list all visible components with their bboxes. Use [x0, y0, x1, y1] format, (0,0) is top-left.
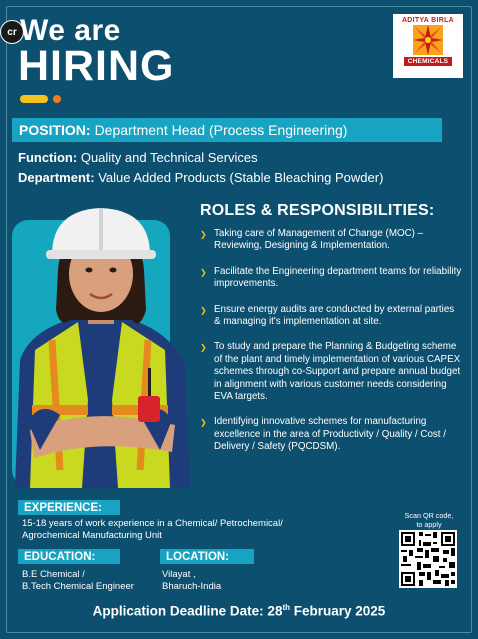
chevron-right-icon: ❯ [200, 305, 207, 315]
department-line [18, 170, 383, 185]
qr-caption [390, 511, 468, 529]
position-value: Department Head (Process Engineering) [94, 122, 348, 138]
education-line-1: B.E Chemical / [22, 569, 85, 580]
department-label: Department: [18, 170, 95, 185]
department-value: Value Added Products (Stable Bleaching Powder) [98, 170, 384, 185]
role-item [200, 228, 462, 253]
roles-list [200, 228, 462, 467]
location-line-2: Bharuch-India [162, 581, 222, 592]
yellow-pill-decoration [20, 95, 48, 103]
experience-line-1: 15-18 years of work experience in a Chemical/ Petrochemical/ [22, 518, 283, 529]
experience-text [22, 518, 283, 542]
location-label: LOCATION: [160, 549, 254, 564]
chevron-right-icon: ❯ [200, 230, 207, 239]
education-label: EDUCATION: [18, 549, 120, 564]
role-text: To study and prepare the Planning & Budgeting scheme of the plant and timely implementation of various CAPEX schemes through co-Support and prepare annual budget in alignment with various customer needs considering EVA targets. [214, 341, 461, 403]
sunburst-logo-icon [411, 24, 445, 56]
chevron-right-icon: ❯ [200, 267, 207, 277]
position-label: POSITION: [19, 122, 91, 138]
location-line-1: Vilayat , [162, 569, 196, 580]
logo-top-text: ADITYA BIRLA [401, 17, 455, 24]
chevron-right-icon: ❯ [200, 418, 207, 428]
education-text [22, 569, 134, 593]
location-text [162, 569, 221, 593]
role-text: Facilitate the Engineering department teams for reliability improvements. [214, 265, 462, 290]
experience-line-2: Agrochemical Manufacturing Unit [22, 530, 162, 541]
experience-label: EXPERIENCE: [18, 500, 120, 515]
application-deadline [0, 603, 478, 619]
role-item [200, 416, 462, 453]
education-line-2: B.Tech Chemical Engineer [22, 581, 134, 592]
role-item [200, 304, 462, 329]
deadline-suffix-ordinal: th [282, 603, 291, 612]
role-text: Ensure energy audits are conducted by external parties & managing it's implementation at site. [214, 303, 455, 328]
chevron-right-icon: ❯ [200, 343, 207, 353]
role-text: Taking care of Management of Change (MOC) – Reviewing, Designing & Implementation. [214, 228, 424, 252]
deadline-suffix: February 2025 [290, 603, 386, 619]
headline-we-are: We are [20, 14, 121, 47]
aditya-birla-logo [393, 14, 463, 78]
function-line [18, 150, 258, 165]
function-value: Quality and Technical Services [80, 150, 258, 165]
role-item [200, 341, 462, 403]
headline-hiring: HIRING [18, 42, 175, 90]
roles-title: ROLES & RESPONSIBILITIES: [200, 202, 435, 219]
qr-code-icon[interactable] [399, 530, 457, 588]
engineer-photo-illustration [0, 200, 200, 488]
position-bar [12, 118, 442, 142]
function-label: Function: [18, 150, 78, 165]
deadline-prefix: Application Deadline Date: 28 [92, 603, 283, 619]
cr-badge-icon[interactable]: cr [0, 20, 24, 44]
orange-dot-decoration [53, 95, 61, 103]
qr-caption-line-2: to apply [416, 520, 442, 529]
logo-bottom-text: CHEMICALS [404, 57, 452, 66]
role-text: Identifying innovative schemes for manufacturing excellence in the area of Productivity / Quality / Cost / Delivery / Safety (PQCDSM). [214, 416, 446, 453]
qr-caption-line-1: Scan QR code, [404, 511, 454, 520]
role-item [200, 266, 462, 291]
